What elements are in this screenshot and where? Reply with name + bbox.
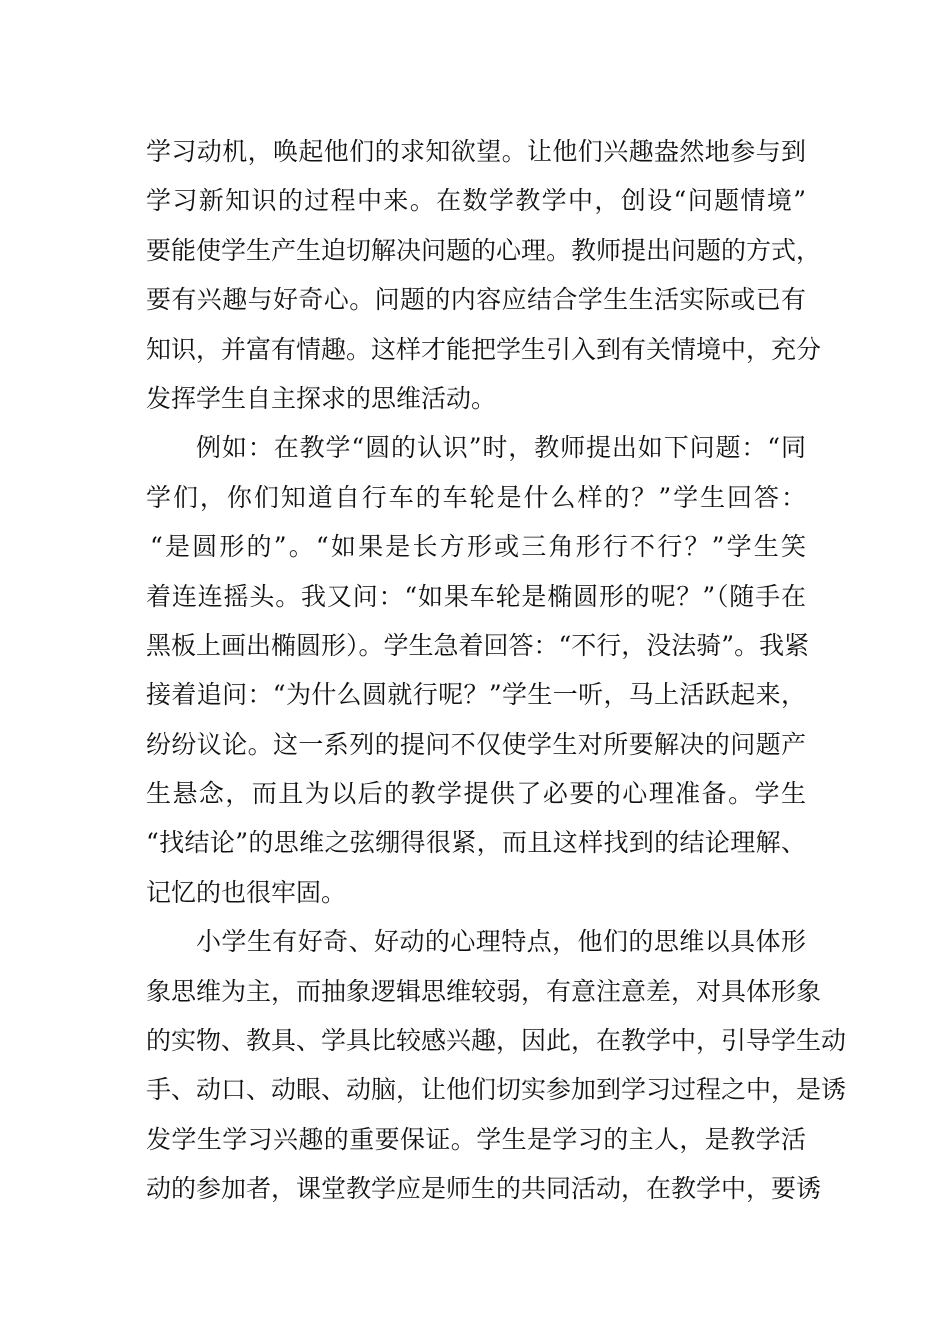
text-line: “找结论”的思维之弦绷得很紧，而且这样找到的结论理解、 <box>146 828 806 858</box>
text-line: “是圆形的”。“如果是长方形或三角形行不行？”学生笑 <box>150 532 807 562</box>
text-line: 生悬念，而且为以后的教学提供了必要的心理准备。学生 <box>146 779 806 809</box>
text-line: 要能使学生产生迫切解决问题的心理。教师提出问题的方式， <box>146 235 822 265</box>
text-line: 着连连摇头。我又问：“如果车轮是椭圆形的呢？”（随手在 <box>146 581 806 611</box>
text-line: 的实物、教具、学具比较感兴趣，因此，在教学中，引导学生动 <box>146 1026 847 1056</box>
text-line: 学习动机，唤起他们的求知欲望。让他们兴趣盎然地参与到 <box>146 137 806 166</box>
text-line: 接着追问：“为什么圆就行呢？”学生一听，马上活跃起来， <box>146 680 806 710</box>
text-line: 动的参加者，课堂教学应是师生的共同活动，在教学中，要诱 <box>146 1174 822 1204</box>
text-line: 记忆的也很牢固。 <box>146 877 347 907</box>
text-line: 手、动口、动眼、动脑，让他们切实参加到学习过程之中，是诱 <box>146 1075 847 1105</box>
text-line: 黑板上画出椭圆形）。学生急着回答：“不行，没法骑”。我紧 <box>146 630 810 660</box>
text-line: 知识，并富有情趣。这样才能把学生引入到有关情境中，充分 <box>146 334 822 364</box>
text-line: 要有兴趣与好奇心。问题的内容应结合学生生活实际或已有 <box>146 285 806 315</box>
text-line: 纷纷议论。这一系列的提问不仅使学生对所要解决的问题产 <box>146 729 806 759</box>
text-line: 发挥学生自主探求的思维活动。 <box>146 383 497 413</box>
text-line: 学们，你们知道自行车的车轮是什么样的？”学生回答： <box>146 482 806 512</box>
document-body <box>146 127 847 1214</box>
text-line: 发学生学习兴趣的重要保证。学生是学习的主人，是教学活 <box>146 1124 806 1154</box>
text-line: 例如：在教学“圆的认识”时，教师提出如下问题：“同 <box>196 433 806 463</box>
text-line: 小学生有好奇、好动的心理特点，他们的思维以具体形 <box>196 927 806 957</box>
text-line: 象思维为主，而抽象逻辑思维较弱，有意注意差，对具体形象 <box>146 976 822 1006</box>
text-line: 学习新知识的过程中来。在数学教学中，创设“问题情境” <box>146 186 806 216</box>
